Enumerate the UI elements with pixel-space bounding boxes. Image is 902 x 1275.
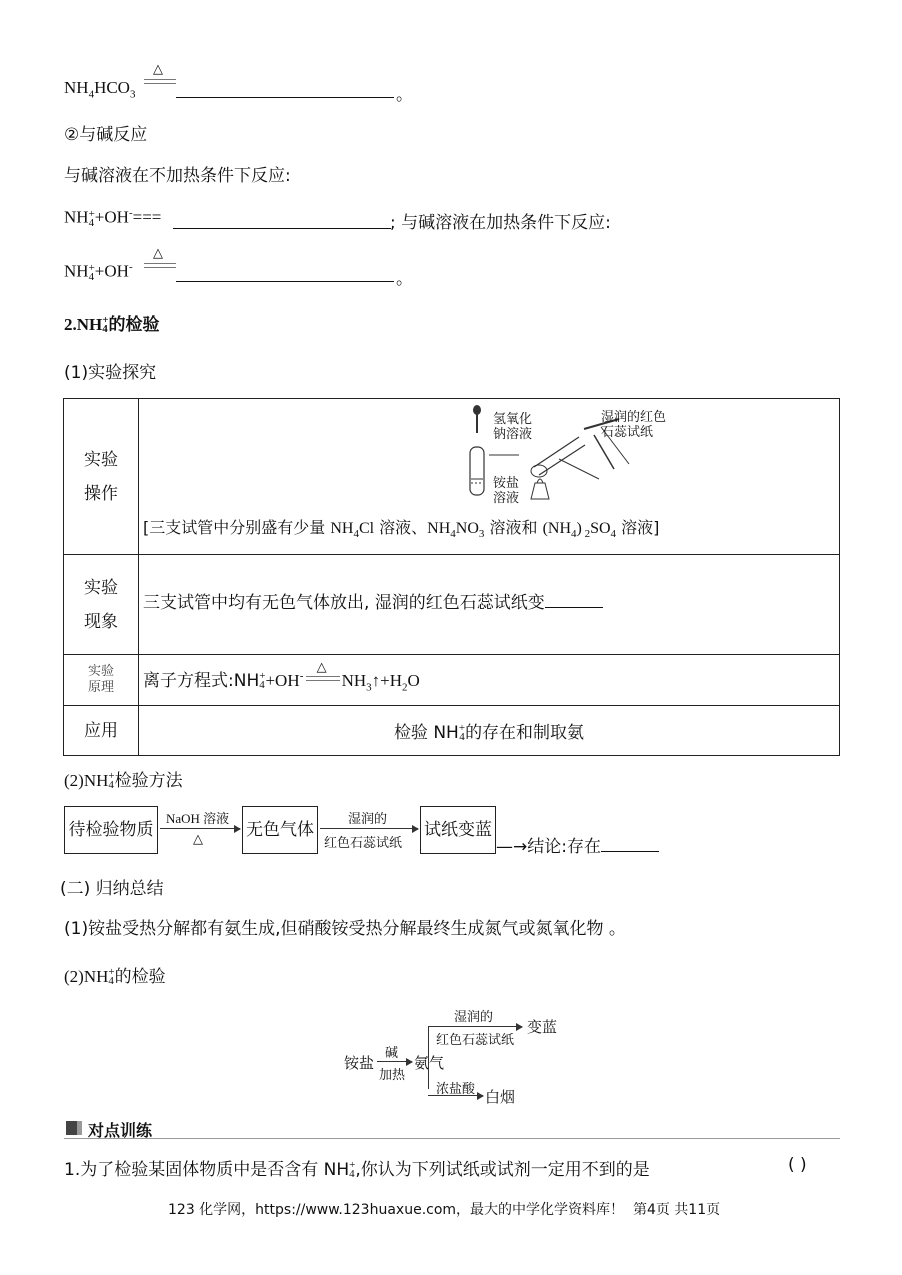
head-text: 实验 <box>87 664 114 679</box>
method-title-pre: (2)NH <box>64 771 109 790</box>
label-text: 湿润的红色 <box>601 409 667 424</box>
principle-mid: +OH <box>265 671 300 691</box>
principle-end: ↑+H <box>371 671 403 691</box>
table-row <box>64 555 840 655</box>
application-pre: 检验 NH <box>393 723 459 743</box>
triangle-icon: △ <box>316 660 327 676</box>
diagram-salt: 铵盐 <box>344 1056 375 1072</box>
experiment-table <box>63 398 840 756</box>
application-post: 的存在和制取氨 <box>465 723 585 743</box>
q1-post: ,你认为下列试纸或试剂一定用不到的是 <box>355 1160 650 1180</box>
method-title-post: 检验方法 <box>114 771 183 791</box>
training-heading-underline <box>64 1138 840 1139</box>
head-text: 原理 <box>87 680 114 695</box>
operation-note: [三支试管中分别盛有少量 $NH_4Cl$ 溶液、$NH_4NO_3$ 溶液和 $(NH_4)$ $_2SO_4$ 溶液] <box>143 518 660 541</box>
label-text: 氢氧化 <box>493 411 533 426</box>
answer-blank-2[interactable] <box>173 227 391 229</box>
label-text: 石蕊试纸 <box>601 424 654 439</box>
flow-arrow-2 <box>320 828 418 829</box>
footer <box>168 1199 720 1219</box>
heat-condition-1 <box>144 62 176 92</box>
period-2: 。 <box>396 269 413 289</box>
oh-text: +OH <box>94 261 129 281</box>
period-1: 。 <box>396 85 413 105</box>
diagram-hcl: 浓盐酸 <box>436 1081 476 1096</box>
row-head-phenomenon <box>64 555 139 655</box>
diagram-base: 碱 <box>385 1045 399 1060</box>
question-1-answer-paren[interactable]: ( ) <box>788 1155 807 1175</box>
answer-blank-1[interactable] <box>176 96 394 98</box>
flow-arrow-1 <box>160 828 240 829</box>
answer-blank-5[interactable] <box>601 850 659 852</box>
diagram-nh3: 氨气 <box>414 1056 445 1072</box>
head-text: 实验 <box>84 577 118 598</box>
arrow2-label-bottom: 红色石蕊试纸 <box>324 835 403 850</box>
eq-heat: NH + 4 +OH- <box>64 261 133 283</box>
label-text: 钠溶液 <box>493 426 533 441</box>
answer-blank-4[interactable] <box>545 606 603 608</box>
ion-text: NH <box>64 207 89 227</box>
ion-text: NH <box>64 261 89 281</box>
operation-cell <box>139 399 840 555</box>
eq-nh4hco3: $NH_4HCO_3$ <box>64 78 136 101</box>
triangle-icon: △ <box>153 246 163 261</box>
flow-box-gas: 无色气体 <box>242 806 318 854</box>
footer-text: 123 化学网，https://www.123huaxue.com，最大的中学化学资料库！ <box>168 1202 625 1218</box>
equals-text: === <box>132 207 162 227</box>
principle-pre: 离子方程式:NH <box>143 671 260 692</box>
row-head-principle <box>64 655 139 706</box>
summary-item-1: (1)铵盐受热分解都有氨生成,但硝酸铵受热分解最终生成氮气或氮氧化物 。 <box>64 919 626 939</box>
diagram-branch-line <box>428 1026 429 1089</box>
no-heat-text: 与碱溶液在不加热条件下反应: <box>64 166 291 186</box>
diagram-smoke: 白烟 <box>485 1090 516 1106</box>
table-row <box>64 706 840 756</box>
principle-cell: 离子方程式:NH + 4 +OH- △ $NH_3↑+H_2O$ <box>139 655 840 706</box>
heat-react-text: ; 与碱溶液在加热条件下反应: <box>390 213 611 233</box>
label-litmus <box>601 409 666 439</box>
question-1: 1.为了检验某固体物质中是否含有 NH + 4 ,你认为下列试纸或试剂一定用不到的是 <box>64 1159 650 1180</box>
summary-title: (二) 归纳总结 <box>60 879 164 899</box>
summary-item-2: (2)NH + 4 的检验 <box>64 966 166 987</box>
diagram-paper: 红色石蕊试纸 <box>436 1032 515 1047</box>
arrow1-label-bottom: △ <box>193 832 203 847</box>
diagram-wet: 湿润的 <box>454 1009 494 1024</box>
label-salt <box>493 475 519 505</box>
table-row <box>64 399 840 555</box>
head-text: 实验 <box>84 449 118 470</box>
item2-pre: (2)NH <box>64 967 109 986</box>
head-text: 现象 <box>84 611 118 632</box>
head-text: 操作 <box>84 483 118 504</box>
diagram-heat: 加热 <box>379 1067 406 1082</box>
principle-post: NH <box>341 671 367 691</box>
method-title: (2)NH + 4 检验方法 <box>64 770 183 791</box>
application-cell: 检验 NH + 4 的存在和制取氨 <box>139 706 840 756</box>
principle-o: O <box>407 671 420 691</box>
section-2-title: 2.NH + 4 的检验 <box>64 314 160 335</box>
formula-text: NH <box>64 78 89 97</box>
row-head-operation <box>64 399 139 555</box>
phenomenon-text: 三支试管中均有无色气体放出, 湿润的红色石蕊试纸变 <box>143 592 545 613</box>
flow-conclusion <box>496 832 659 857</box>
arrow1-label-top: NaOH 溶液 <box>166 811 230 826</box>
diagram-blue: 变蓝 <box>527 1020 558 1036</box>
section-title-pre: 2.NH <box>64 315 103 334</box>
footer-page: 第4页 共11页 <box>632 1202 721 1218</box>
item-base-reaction: ②与碱反应 <box>64 125 148 145</box>
item2-post: 的检验 <box>114 967 166 987</box>
answer-blank-3[interactable] <box>176 280 394 282</box>
triangle-icon: △ <box>153 62 163 77</box>
section-title-post: 的检验 <box>108 315 160 335</box>
training-heading: 对点训练 <box>88 1121 153 1140</box>
eq-no-heat: NH + 4 +OH-=== <box>64 207 162 229</box>
diagram-arrow-up <box>428 1026 522 1027</box>
table-row <box>64 655 840 706</box>
flow-box-sample: 待检验物质 <box>64 806 158 854</box>
label-naoh <box>493 411 532 441</box>
diagram-arrow-main <box>377 1061 412 1062</box>
flow-box-blue: 试纸变蓝 <box>420 806 496 854</box>
heat-condition-2 <box>144 246 176 276</box>
label-text: 铵盐 <box>493 475 520 490</box>
conclusion-text: —→结论:存在 <box>496 837 601 857</box>
sub-experiment: (1)实验探究 <box>64 363 157 383</box>
row-head-application: 应用 <box>64 706 139 756</box>
arrow2-label-top: 湿润的 <box>348 811 388 826</box>
formula-text-rest: HCO <box>94 78 130 97</box>
oh-text: +OH <box>94 207 129 227</box>
diagram-arrow-down <box>428 1095 483 1096</box>
q1-pre: 1.为了检验某固体物质中是否含有 NH <box>64 1160 350 1180</box>
phenomenon-cell <box>139 555 840 655</box>
label-text: 溶液 <box>493 490 520 505</box>
training-marker-icon-2 <box>77 1121 82 1135</box>
